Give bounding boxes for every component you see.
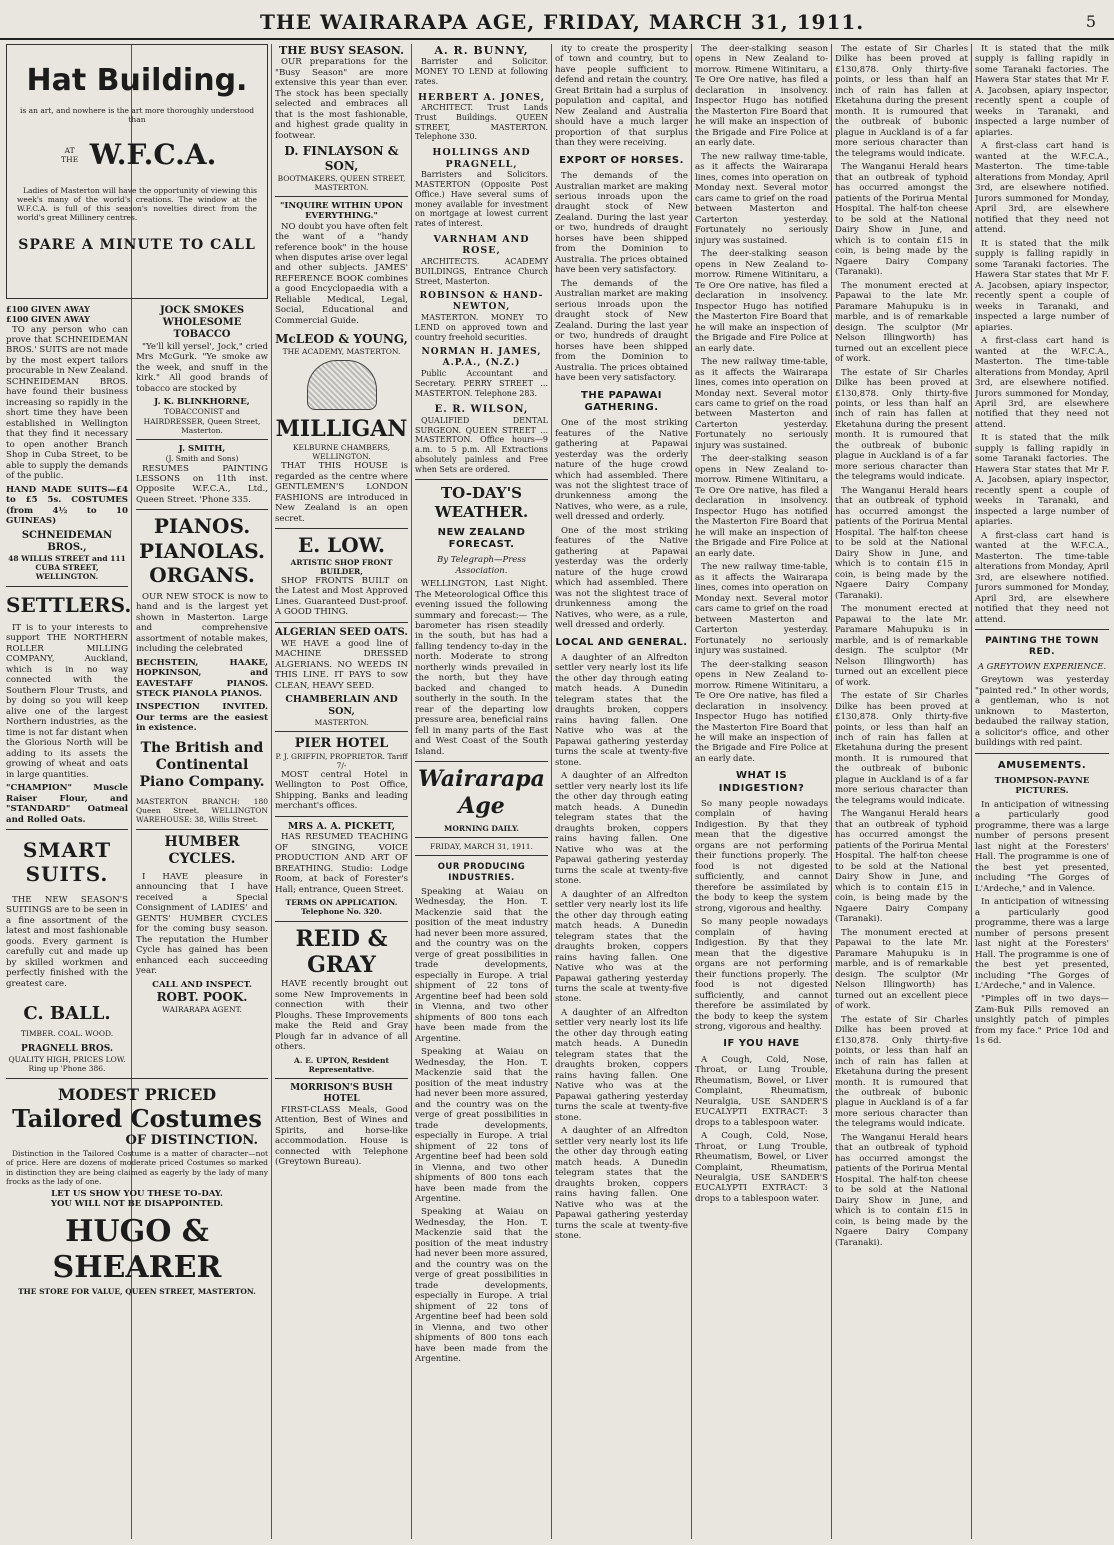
weather-by: By Telegraph—Press Association. bbox=[436, 555, 527, 576]
column-5 bbox=[555, 44, 688, 1539]
col7-mid-body-2: The Wanganui Herald hears that an outbreak of typhoid has occurred amongst the patients of the Porirua Mental Hospital. The half-ton cheese to be sold at the National Dairy Show in June, and which is to contain £15 in coin, is being made by the Ngaere Dairy Company (Taranaki). bbox=[835, 485, 968, 601]
norman: NORMAN H. JAMES, A.P.A., (N.Z.) bbox=[421, 347, 542, 369]
indigestion-body-2: So many people nowadays complain of having Indigestion. By that they mean that the digestive organs are not performing their functions properly. The food is not digested sufficiently, and cannot therefore be assimilated by the body to keep the system strong, vigorous and healthy. bbox=[695, 917, 828, 1032]
local-body-2: A daughter of an Alfredton settler very nearly lost its life the other day through eating match heads. A Dunedin telegram states that the draughts broken, coppers rains having fallen. One Native who was at the Papawai gathering yesterday turns the scale at twenty-five stone. bbox=[555, 771, 688, 887]
column-1-left bbox=[6, 304, 132, 1074]
local-body-4: A daughter of an Alfredton settler very nearly lost its life the other day through eating match heads. A Dunedin telegram states that the draughts broken, coppers rains having fallen. One Native who was at the Papawai gathering yesterday turns the scale at twenty-five stone. bbox=[555, 1007, 688, 1123]
morrison-body: FIRST-CLASS Meals, Good Attention, Best of Wines and Spirits, and horse-like accommodation. House is connected with Telephone (Greytown Bureau). bbox=[275, 1104, 408, 1168]
producing-body-2: Speaking at Waiau on Wednesday, the Hon. T. Mackenzie said that the position of the meat industry had never been more assured, and the country was on the verge of great possibilities in trade developments, especially in Europe. A trial shipment of 22 tons of Argentine beef had been sold in Vienna, and two other shipments of 800 tons each have been made from the Argentine. bbox=[415, 1047, 548, 1204]
column-rule bbox=[551, 44, 552, 1539]
modest: MODEST PRICED bbox=[57, 1084, 217, 1104]
norman-line: Public Accountant and Secretary. PERRY STREET ... MASTERTON. Telephone 283. bbox=[415, 369, 548, 398]
inquire-body: NO doubt you have often felt the want of a "handy reference book" in the house when disputes arise over legal and other subjects. JAMES' REFERENCE BOOK combines a good Encyclopaedia with a Reliable Medical, Legal, Social, Educational and Commercial Guide. bbox=[275, 221, 408, 326]
distinction: OF DISTINCTION. bbox=[125, 1133, 258, 1149]
bunny-line: Barrister and Solicitor. MONEY TO LEND at following rates. bbox=[415, 57, 548, 86]
reid: REID & GRAY bbox=[295, 925, 388, 979]
algerian-body: WE HAVE a good line of MACHINE DRESSED ALGERIANS. NO WEEDS IN THIS LINE. IT PAYS to sow CLEAN, HEAVY SEED. bbox=[275, 638, 408, 691]
organs: ORGANS. bbox=[149, 563, 255, 588]
schneideman: SCHNEIDEMAN BROS., bbox=[21, 529, 113, 553]
hat-firm: W.F.C.A. bbox=[89, 137, 217, 171]
smart-title: SMART SUITS. bbox=[22, 838, 112, 887]
papawai-title: THE PAPAWAI GATHERING. bbox=[581, 389, 662, 413]
mcleod-line: THE ACADEMY, MASTERTON. bbox=[282, 347, 401, 356]
col6-mid-body-2: The new railway time-table, as it affects the Wairarapa lines, comes into operation on Monday next. Several motor cars came to grief on the road between Masterton and Carterton yesterday. Fortunately no seriously injury was sustained. bbox=[695, 357, 828, 451]
robinson-line: MASTERTON. MONEY TO LEND on approved town and country freehold securities. bbox=[415, 313, 548, 342]
ifyou-body-2: A Cough, Cold, Nose, Throat, or Lung Trouble, Rheumatism, Bowel, or Liver Complaint, Rheumatism, Neuralgia, USE SANDER'S EUCALYPTI EXTRACT: 3 drops to a tablespoon water. bbox=[695, 1131, 828, 1204]
hollings-line: Barristers and Solicitors. MASTERTON (Opposite Post Office.) Have several sums of money available for investment on mortgage at lowest current rates of interest. bbox=[415, 170, 548, 229]
col6-top-body-4: The deer-stalking season opens in New Zealand to-morrow. Rimene Witinitaru, a Te Ore Ore native, has filed a declaration in insolvency. Inspector Hugo has notified the Masterton Fire Board that he will make an inspection of the Brigade and Fire Police at an early date. bbox=[695, 659, 828, 764]
piano-makes: BECHSTEIN, HAAKE, HOPKINSON, and EAVESTAFF PIANOS. STECK PIANOLA PIANOS. bbox=[136, 657, 268, 699]
painting-sub: A GREYTOWN EXPERIENCE. bbox=[977, 662, 1107, 673]
tailored-body: Distinction in the Tailored Costume is a matter of character—not of price. Here are dozens of moderate priced Costumes so marked in distinction they are being claimed as eagerly by the lady of many frocks as the lady of one. bbox=[6, 1149, 268, 1186]
col7-low-body-2: The monument erected at Papawai to the late Mr. Paramare Mahupuku is in marble, and is of remarkable design. The sculptor (Mr Nelson Illingworth) has turned out an excellent piece of work. bbox=[835, 604, 968, 688]
busy: THE BUSY SEASON. bbox=[279, 44, 404, 57]
pragnell-line: QUALITY HIGH, PRICES LOW. Ring up 'Phone 386. bbox=[8, 1055, 126, 1074]
hat-building-ad bbox=[6, 44, 268, 299]
coat-of-arms-icon bbox=[307, 360, 377, 410]
blinkhorne: J. K. BLINKHORNE, bbox=[154, 396, 250, 407]
col8-mid-body-2: A first-class cart hand is wanted at the W.F.C.A., Masterton. The time-table alterations from Monday, April 3rd, are elsewhere notified. Jurors summoned for Monday, April 3rd, are elsewhere notified that they need not attend. bbox=[975, 336, 1109, 430]
humber: HUMBER CYCLES. bbox=[164, 833, 240, 867]
morning-daily: MORNING DAILY. bbox=[444, 823, 519, 833]
col8-mid-body: A first-class cart hand is wanted at the W.F.C.A., Masterton. The time-table alterations from Monday, April 3rd, are elsewhere notified. Jurors summoned for Monday, April 3rd, are elsewhere notified that they need not attend. bbox=[975, 141, 1109, 236]
painting-body: Greytown was yesterday "painted red." In other words, a gentleman, who is not unknown to Masterton, bedaubed the railway station, a solicitor's office, and other buildings with red paint. bbox=[975, 675, 1109, 749]
cball-line: TIMBER. COAL. WOOD. bbox=[20, 1029, 114, 1039]
page-number: 5 bbox=[1085, 12, 1096, 31]
cball: C. BALL. bbox=[23, 1003, 111, 1025]
indigestion-title: WHAT IS INDIGESTION? bbox=[718, 770, 805, 794]
column-rule bbox=[271, 44, 272, 1539]
busy-body: OUR preparations for the "Busy Season" are more extensive this year than ever. The stock has been specially selected and embraces all that is the most fashionable, and highest grade quality in footwear. bbox=[275, 57, 408, 141]
col7-mid-body: The Wanganui Herald hears that an outbreak of typhoid has occurred amongst the patients of the Porirua Mental Hospital. The half-ton cheese to be sold at the National Dairy Show in June, and which is to contain £15 in coin, is being made by the Ngaere Dairy Company (Taranaki). bbox=[835, 162, 968, 278]
jsmith-body: RESUMES PAINTING LESSONS on 11th inst. Opposite W.F.C.A., Ltd., Queen Street. 'Phone 335. bbox=[136, 463, 268, 505]
thompson-body: In anticipation of witnessing a particularly good programme, there was a large number of persons present last night at the Foresters' Hall. The programme is one of the best yet presented, including "The Gorges of L'Ardeche," and in Valence. bbox=[975, 799, 1109, 894]
column-3 bbox=[275, 44, 408, 1539]
pier-line: P. J. GRIFFIN, PROPRIETOR. Tariff 7/- bbox=[275, 751, 408, 770]
jock-title: JOCK SMOKES WHOLESOME TOBACCO bbox=[159, 305, 245, 341]
mcleod: McLEOD & YOUNG, bbox=[275, 332, 408, 347]
varnham-line: ARCHITECTS. ACADEMY BUILDINGS, Entrance Church Street, Masterton. bbox=[415, 257, 548, 286]
pook-line: WAIRARAPA AGENT. bbox=[162, 1004, 242, 1014]
jones-line: ARCHITECT. Trust Lands Trust Buildings. QUEEN STREET, MASTERTON. Telephone 330. bbox=[415, 103, 548, 142]
col6-mid-body: The new railway time-table, as it affects the Wairarapa lines, comes into operation on Monday next. Several motor cars came to grief on the road between Masterton and Carterton yesterday. Fortunately no seriously injury was sustained. bbox=[695, 151, 828, 246]
piano-foot: INSPECTION INVITED. Our terms are the easiest in existence. bbox=[136, 702, 268, 734]
algerian: ALGERIAN SEED OATS. bbox=[275, 626, 408, 638]
col7-top-body-3: The estate of Sir Charles Dilke has been proved at £130,878. Only thirty-five points, or less than half an inch of rain has fallen at Eketahuna during the present month. It is rumoured that the outbreak of bubonic plague in Auckland is of a far more serious character than the telegrams would indicate. bbox=[835, 691, 968, 806]
settlers-title: SETTLERS. bbox=[6, 592, 132, 617]
settlers-foot: "CHAMPION" Muscle Raiser Flour, and "STANDARD" Oatmeal and Rolled Oats. bbox=[6, 783, 128, 825]
dateline: FRIDAY, MARCH 31, 1911. bbox=[430, 842, 533, 852]
jsmith: J. SMITH, bbox=[178, 443, 226, 454]
bunny: A. R. BUNNY, bbox=[434, 44, 529, 57]
given-foot: HAND MADE SUITS—£4 to £5 5s. COSTUMES (from 4½ to 10 GUINEAS) bbox=[6, 484, 128, 527]
disappointed: YOU WILL NOT BE DISAPPOINTED. bbox=[50, 1199, 224, 1210]
pragnell: PRAGNELL BROS. bbox=[20, 1044, 114, 1055]
export-title: EXPORT OF HORSES. bbox=[559, 154, 684, 166]
export-body: The demands of the Australian market are making serious inroads upon the draught stock of New Zealand. During the last year or two, hundreds of draught horses have been shipped from the Dominion to Australia. The prices obtained have been very satisfactory. bbox=[555, 171, 688, 276]
british-addr: MASTERTON BRANCH: 180 Queen Street. WELLINGTON WAREHOUSE: 38, Willis Street. bbox=[136, 797, 268, 825]
chamberlain: CHAMBERLAIN AND SON, bbox=[285, 694, 398, 717]
weather-body: WELLINGTON, Last Night. The Meteorological Office this evening issued the following summary and forecast:— The barometer has risen steadily in the south, but has had a falling tendency to-day in the north. Moderate to strong northerly winds prevailed in the north, but they have backed and changed to southerly in the south. In the rear of the departing low pressure area, beneficial rains fell in many parts of the East and West Coast of the South Island. bbox=[415, 579, 548, 757]
pianos: PIANOS. bbox=[153, 514, 251, 539]
wilson: E. R. WILSON, bbox=[434, 403, 529, 415]
newspaper-nameplate: Wairarapa Age bbox=[418, 766, 545, 820]
inquire: "INQUIRE WITHIN UPON EVERYTHING." bbox=[279, 200, 404, 222]
col7-top-body: The estate of Sir Charles Dilke has been proved at £130,878. Only thirty-five points, or less than half an inch of rain has fallen at Eketahuna during the present month. It is rumoured that the outbreak of bubonic plague in Auckland is of a far more serious character than the telegrams would indicate. bbox=[835, 44, 968, 159]
given-away: £100 GIVEN AWAY bbox=[6, 304, 90, 314]
upton: A. E. UPTON, Resident Representative. bbox=[294, 1055, 389, 1074]
humber-body: I HAVE pleasure in announcing that I have received a Special Consignment of LADIES' and GENTS' HUMBER CYCLES for the coming busy season. The reputation the Humber Cycle has gained has been enhanced each succeeding year. bbox=[136, 871, 268, 977]
tailored-cta: LET US SHOW YOU THESE TO-DAY. bbox=[51, 1188, 223, 1199]
chamberlain-line: MASTERTON. bbox=[314, 717, 369, 727]
wilson-line: QUALIFIED DENTAL SURGEON. QUEEN STREET ... MASTERTON. Office hours—9 a.m. to 5 p.m. All Extractions absolutely painless and Free when Sets are ordered. bbox=[415, 415, 548, 474]
weather-title: TO-DAY'S WEATHER. bbox=[434, 484, 529, 521]
col7-low-body: The monument erected at Papawai to the late Mr. Paramare Mahupuku is in marble, and is of remarkable design. The sculptor (Mr Nelson Illingworth) has turned out an excellent piece of work. bbox=[835, 280, 968, 365]
col7-mid-body-3: The Wanganui Herald hears that an outbreak of typhoid has occurred amongst the patients of the Porirua Mental Hospital. The half-ton cheese to be sold at the National Dairy Show in June, and which is to contain £15 in coin, is being made by the Ngaere Dairy Company (Taranaki). bbox=[835, 809, 968, 925]
col8-mid-body-3: A first-class cart hand is wanted at the W.F.C.A., Masterton. The time-table alterations from Monday, April 3rd, are elsewhere notified. Jurors summoned for Monday, April 3rd, are elsewhere notified that they need not attend. bbox=[975, 530, 1109, 625]
varnham: VARNHAM AND ROSE, bbox=[433, 233, 530, 257]
jock-body: "Ye'll kill yersel', Jock," cried Mrs McGurk. "Ye smoke aw the week, and snuff in the kirk." All good brands of tobacco are stocked by bbox=[136, 341, 268, 394]
elow-line: ARTISTIC SHOP FRONT BUILDER, bbox=[290, 557, 393, 576]
given-away-repeat: £100 GIVEN AWAY bbox=[6, 313, 90, 324]
finlayson-line: BOOTMAKERS, QUEEN STREET, MASTERTON. bbox=[277, 173, 406, 192]
column-rule bbox=[691, 44, 692, 1539]
hat-line: is an art, and nowhere is the art more thoroughly understood than bbox=[20, 105, 254, 124]
export-body-2: The demands of the Australian market are making serious inroads upon the draught stock of New Zealand. During the last year or two, hundreds of draught horses have been shipped from the Dominion to Australia. The prices obtained have been very satisfactory. bbox=[555, 278, 688, 384]
newspaper-title: THE WAIRARAPA AGE, FRIDAY, MARCH 31, 1911. bbox=[260, 10, 865, 34]
elow-body: SHOP FRONTS BUILT on the Latest and Most Approved Lines. Guaranteed Dust-proof. A GOOD THING. bbox=[275, 575, 408, 618]
column-rule bbox=[971, 44, 972, 1539]
hat-cta: SPARE A MINUTE TO CALL bbox=[18, 236, 256, 253]
col6-top-body-3: The deer-stalking season opens in New Zealand to-morrow. Rimene Witinitaru, a Te Ore Ore native, has filed a declaration in insolvency. Inspector Hugo has notified the Masterton Fire Board that he will make an inspection of the Brigade and Fire Police at an early date. bbox=[695, 454, 828, 559]
column-1 bbox=[6, 44, 268, 1539]
hugo-foot: THE STORE FOR VALUE, QUEEN STREET, MASTERTON. bbox=[18, 1286, 256, 1296]
papawai-body: One of the most striking features of the Native gathering at Papawai yesterday was the orderly nature of the huge crowd which had assembled. There was not the slightest trace of drunkenness among the Natives, who were, as a rule, well dressed and orderly. bbox=[555, 418, 688, 523]
local-body: A daughter of an Alfredton settler very nearly lost its life the other day through eating match heads. A Dunedin telegram states that the draughts broken, coppers rains having fallen. One Native who was at the Papawai gathering yesterday turns the scale at twenty-five stone. bbox=[555, 652, 688, 768]
reid-body: HAVE recently brought out some New Improvements in connection with their Ploughs. These Improvements make the Reid and Gray Plough far in advance of all others. bbox=[275, 979, 408, 1053]
amusements-title: AMUSEMENTS. bbox=[997, 759, 1087, 771]
jones: HERBERT A. JONES, bbox=[418, 91, 545, 103]
milligan-body: THAT THIS HOUSE is regarded as the centre where GENTLEMEN'S LONDON FASHIONS are introduced in New Zealand is an open secret. bbox=[275, 461, 408, 524]
hollings: HOLLINGS AND PRAGNELL, bbox=[432, 147, 531, 170]
col7-low-body-3: The monument erected at Papawai to the late Mr. Paramare Mahupuku is in marble, and is of remarkable design. The sculptor (Mr Nelson Illingworth) has turned out an excellent piece of work. bbox=[835, 927, 968, 1012]
pook: ROBT. POOK. bbox=[156, 990, 248, 1005]
ifyou-body: A Cough, Cold, Nose, Throat, or Lung Trouble, Rheumatism, Bowel, or Liver Complaint, Rheumatism, Neuralgia, USE SANDER'S EUCALYPTI EXTRACT: 3 drops to a tablespoon water. bbox=[695, 1054, 828, 1128]
tailored: Tailored Costumes bbox=[12, 1104, 262, 1134]
smart-body: THE NEW SEASON'S SUITINGS are to be seen in a fine assortment of the latest and most fashionable goods. Every garment is carefully cut and made up by skilled workmen and perfectly finished with the greatest care. bbox=[6, 894, 128, 989]
producing-body: Speaking at Waiau on Wednesday, the Hon. T. Mackenzie said that the position of the meat industry had never been more assured, and the country was on the verge of great possibilities in trade developments, especially in Europe. A trial shipment of 22 tons of Argentine beef had been sold in Vienna, and two other shipments of 800 tons each have been made from the Argentine. bbox=[415, 886, 548, 1044]
hat-title: Hat Building. bbox=[26, 63, 248, 98]
local-title: LOCAL AND GENERAL. bbox=[555, 636, 688, 648]
thompson-title: THOMPSON-PAYNE PICTURES. bbox=[994, 776, 1090, 797]
col7-top-body-2: The estate of Sir Charles Dilke has been proved at £130,878. Only thirty-five points, or less than half an inch of rain has fallen at Eketahuna during the present month. It is rumoured that the outbreak of bubonic plague in Auckland is of a far more serious character than the telegrams would indicate. bbox=[835, 367, 968, 483]
hat-at: AT THE bbox=[61, 145, 79, 164]
piano-body: OUR NEW STOCK is now to hand and is the largest yet shown in Masterton. Large and comprehensive assortment of notable makes, including the celebrated bbox=[136, 591, 268, 655]
indigestion-body: So many people nowadays complain of having Indigestion. By that they mean that the digestive organs are not performing their functions properly. The food is not digested sufficiently, and cannot therefore be assimilated by the body to keep the system strong, vigorous and healthy. bbox=[695, 798, 828, 914]
producing-body-3: Speaking at Waiau on Wednesday, the Hon. T. Mackenzie said that the position of the meat industry had never been more assured, and the country was on the verge of great possibilities in trade developments, especially in Europe. A trial shipment of 22 tons of Argentine beef had been sold in Vienna, and two other shipments of 800 tons each have been made from the Argentine. bbox=[415, 1207, 548, 1365]
col6-top-body-2: The deer-stalking season opens in New Zealand to-morrow. Rimene Witinitaru, a Te Ore Ore native, has filed a declaration in insolvency. Inspector Hugo has notified the Masterton Fire Board that he will make an inspection of the Brigade and Fire Police at an early date. bbox=[695, 249, 828, 354]
col7-mid-body-4: The Wanganui Herald hears that an outbreak of typhoid has occurred amongst the patients of the Porirua Mental Hospital. The half-ton cheese to be sold at the National Dairy Show in June, and which is to contain £15 in coin, is being made by the Ngaere Dairy Company (Taranaki). bbox=[835, 1132, 968, 1248]
local-body-3: A daughter of an Alfredton settler very nearly lost its life the other day through eating match heads. A Dunedin telegram states that the draughts broken, coppers rains having fallen. One Native who was at the Papawai gathering yesterday turns the scale at twenty-five stone. bbox=[555, 889, 688, 1005]
milligan: MILLIGAN bbox=[275, 416, 408, 443]
col8-top-body: It is stated that the milk supply is falling rapidly in some Taranaki factories. The Hawera Star states that Mr F. A. Jacobsen, apiary inspector, recently spent a couple of weeks in Taranaki, and inspected a large number of apiaries. bbox=[975, 44, 1109, 138]
local-body-5: A daughter of an Alfredton settler very nearly lost its life the other day through eating match heads. A Dunedin telegram states that the draughts broken, coppers rains having fallen. One Native who was at the Papawai gathering yesterday turns the scale at twenty-five stone. bbox=[555, 1126, 688, 1242]
schneideman-addr: 48 WILLIS STREET and 111 CUBA STREET, WELLINGTON. bbox=[8, 554, 126, 582]
blinkhorne-line: TOBACCONIST and HAIRDRESSER, Queen Street, Masterton. bbox=[143, 407, 261, 435]
given-body: TO any person who can prove that SCHNEIDEMAN BROS.' SUITS are not made by the most expert tailors procurable in New Zealand. SCHNEIDEMAN BROS. have found their business increasing so rapidly in the short time they have been established in Wellington that they find it necessary to open another Branch Shop in Cuba Street, to be able to supply the demands of the public. bbox=[6, 324, 128, 482]
painting-title: PAINTING THE TOWN RED. bbox=[985, 636, 1099, 658]
jsmith-line: (J. Smith and Sons) bbox=[165, 454, 239, 464]
hat-body: Ladies of Masterton will have the opportunity of viewing this week's many of the world's creations. The window at the W.F.C.A. is full of this season's novelties direct from the world's great Millinery centres. bbox=[17, 186, 257, 223]
column-8 bbox=[975, 44, 1109, 1539]
settlers-body: IT is to your interests to support THE NORTHERN ROLLER MILLING COMPANY, Auckland, which is in no way connected with the Southern Flour Trusts, and by doing so you will keep alive one of the largest Northern industries, as the time is not far distant when the Glorious North will be adding to its assets the growing of wheat and oats in large quantities. bbox=[6, 622, 128, 780]
ifyou-title: IF YOU HAVE bbox=[723, 1038, 800, 1050]
column-6 bbox=[695, 44, 828, 1539]
col6-mid-body-3: The new railway time-table, as it affects the Wairarapa lines, comes into operation on Monday next. Several motor cars came to grief on the road between Masterton and Carterton yesterday. Fortunately no seriously injury was sustained. bbox=[695, 562, 828, 657]
pianolas: PIANOLAS. bbox=[139, 538, 265, 563]
papawai-body-2: One of the most striking features of the Native gathering at Papawai yesterday was the orderly nature of the huge crowd which had assembled. There was not the slightest trace of drunkenness among the Natives, who were, as a rule, well dressed and orderly. bbox=[555, 525, 688, 631]
pier: PIER HOTEL bbox=[294, 735, 389, 751]
column-4 bbox=[415, 44, 548, 1539]
robinson: ROBINSON & HAND-NEWTON, bbox=[419, 291, 544, 313]
pickett: MRS A. A. PICKETT, bbox=[287, 820, 396, 832]
producing-title: OUR PRODUCING INDUSTRIES. bbox=[437, 862, 526, 883]
masthead bbox=[0, 0, 1114, 40]
column-rule bbox=[831, 44, 832, 1539]
col7-top-body-4: The estate of Sir Charles Dilke has been proved at £130,878. Only thirty-five points, or less than half an inch of rain has fallen at Eketahuna during the present month. It is rumoured that the outbreak of bubonic plague in Auckland is of a far more serious character than the telegrams would indicate. bbox=[835, 1014, 968, 1130]
british: The British and Continental Piano Company. bbox=[139, 739, 265, 791]
pickett-foot: TERMS ON APPLICATION. Telephone No. 320. bbox=[285, 898, 398, 917]
column-7 bbox=[835, 44, 968, 1539]
finlayson: D. FINLAYSON & SON, bbox=[284, 144, 399, 173]
col8-top-body-2: It is stated that the milk supply is falling rapidly in some Taranaki factories. The Hawera Star states that Mr F. A. Jacobsen, apiary inspector, recently spent a couple of weeks in Taranaki, and inspected a large number of apiaries. bbox=[975, 238, 1109, 333]
pimples-body: "Pimples off in two days—Zam-Buk Pills removed an unsightly patch of pimples from my face." Price 10d and 1s 6d. bbox=[975, 994, 1109, 1047]
morrison: MORRISON'S BUSH HOTEL bbox=[290, 1082, 393, 1104]
col8-top-body-3: It is stated that the milk supply is falling rapidly in some Taranaki factories. The Hawera Star states that Mr F. A. Jacobsen, apiary inspector, recently spent a couple of weeks in Taranaki, and inspected a large number of apiaries. bbox=[975, 433, 1109, 528]
col5-top-body: ity to create the prosperity of town and country, but to have people sufficient to defend and retain the country. Great Britain had a surplus of population and capital, and New Zealand and Australia should have a much larger proportion of that surplus than they were receiving. bbox=[555, 44, 688, 149]
elow: E. LOW. bbox=[298, 533, 385, 558]
milligan-line: KELBURNE CHAMBERS, WELLINGTON. bbox=[292, 442, 391, 462]
pier-body: MOST central Hotel in Wellington to Post Office, Shipping, Banks and leading merchant's offices. bbox=[275, 769, 408, 812]
thompson-body-2: In anticipation of witnessing a particularly good programme, there was a large number of persons present last night at the Foresters' Hall. The programme is one of the best yet presented, including "The Gorges of L'Ardeche," and in Valence. bbox=[975, 897, 1109, 991]
column-2 bbox=[136, 305, 268, 1074]
humber-cta: CALL AND INSPECT. bbox=[152, 979, 252, 990]
hugo: HUGO & SHEARER bbox=[52, 1213, 222, 1286]
weather-sub: NEW ZEALAND FORECAST. bbox=[437, 526, 526, 551]
col6-top-body: The deer-stalking season opens in New Zealand to-morrow. Rimene Witinitaru, a Te Ore Ore native, has filed a declaration in insolvency. Inspector Hugo has notified the Masterton Fire Board that he will make an inspection of the Brigade and Fire Police at an early date. bbox=[695, 44, 828, 149]
pickett-body: HAS RESUMED TEACHING OF SINGING, VOICE PRODUCTION AND ART OF BREATHING. Studio: Lodge Room, at back of Forester's Hall; entrance, Queen Street. bbox=[275, 832, 408, 895]
column-rule bbox=[411, 44, 412, 1539]
